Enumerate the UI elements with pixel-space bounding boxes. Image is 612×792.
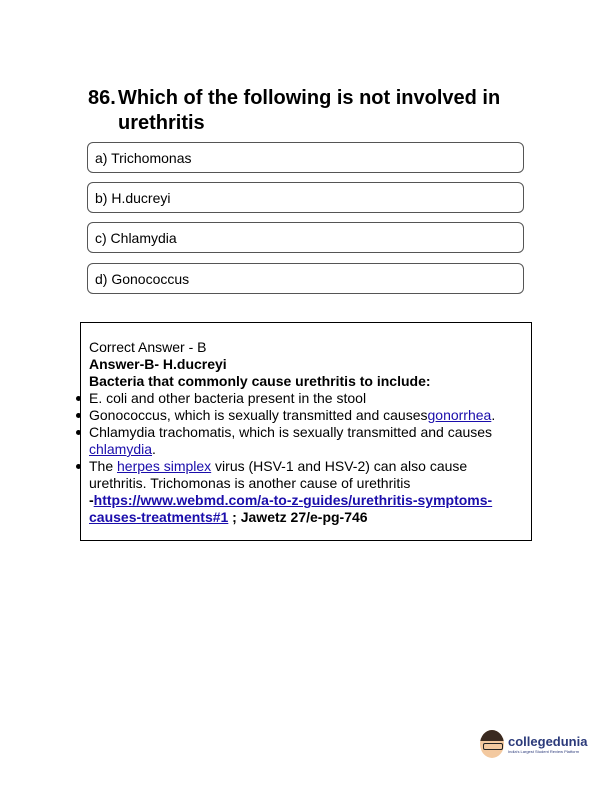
bullet-text: E. coli and other bacteria present in the stool: [89, 390, 367, 406]
answer-box: [80, 322, 532, 541]
bullet-text: Gonococcus, which is sexually transmitted and causes: [89, 407, 428, 423]
correct-answer: Correct Answer - B: [89, 339, 207, 355]
list-item: [89, 458, 489, 492]
list-item: Chlamydia trachomatis, which is sexually transmitted and causes chlamydia.: [89, 424, 531, 458]
bullet-text: virus (HSV-1 and HSV-2) can also cause urethritis. Trichomonas is another cause of urethritis: [89, 458, 468, 491]
option-c[interactable]: c) Chlamydia: [87, 222, 524, 253]
reference-link[interactable]: https://www.webmd.com/a-to-z-guides/urethritis-symptoms-causes-treatments#1: [89, 492, 493, 525]
bullet-list: [89, 390, 531, 492]
reference-text: ; Jawetz 27/e-pg-746: [228, 509, 368, 525]
answer-subheading: Bacteria that commonly cause urethritis to include:: [89, 373, 431, 389]
option-d[interactable]: d) Gonococcus: [87, 263, 524, 294]
question-text: Which of the following is not involved in urethritis: [118, 87, 501, 134]
herpes-simplex-link[interactable]: herpes simplex: [117, 458, 212, 474]
bullet-text: Chlamydia trachomatis, which is sexually transmitted and causes: [89, 424, 493, 440]
gonorrhea-link[interactable]: gonorrhea: [427, 407, 492, 423]
logo-name: collegedunia: [508, 734, 588, 749]
list-item: [89, 390, 531, 407]
mascot-icon: [480, 730, 504, 758]
question-number: 86.: [88, 87, 116, 109]
chlamydia-link[interactable]: chlamydia: [89, 441, 153, 457]
dash: -: [89, 492, 94, 508]
collegedunia-logo: [480, 730, 587, 758]
list-item: Gonococcus, which is sexually transmitted and causesgonorrhea.: [89, 407, 531, 424]
option-a[interactable]: a) Trichomonas: [87, 142, 524, 173]
option-b[interactable]: b) H.ducreyi: [87, 182, 524, 213]
logo-tagline: India's Largest Student Review Platform: [508, 749, 580, 754]
answer-heading: Answer-B- H.ducreyi: [89, 356, 227, 372]
bullet-text: The: [89, 458, 118, 474]
